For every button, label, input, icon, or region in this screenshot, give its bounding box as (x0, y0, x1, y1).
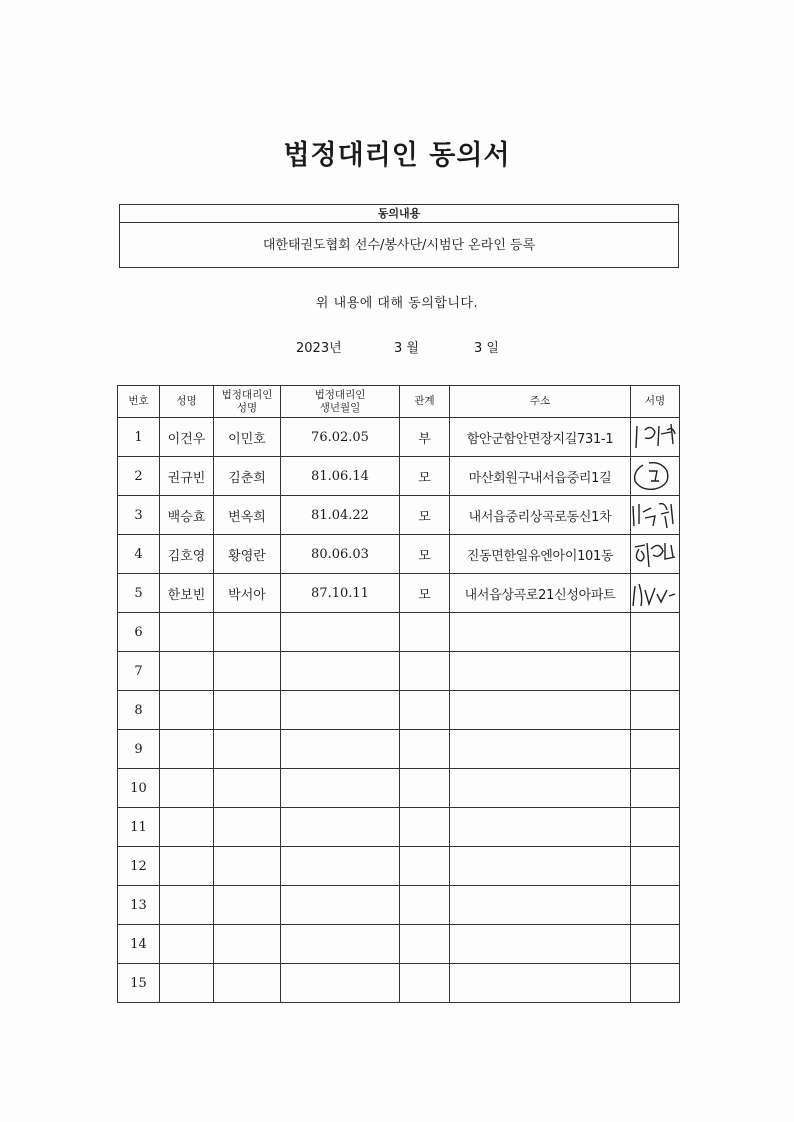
cell-signature (631, 652, 680, 691)
cell-relation: 모 (400, 457, 450, 496)
cell-guardian-name (214, 847, 281, 886)
cell-no: 9 (118, 730, 160, 769)
cell-guardian-birth (281, 964, 400, 1003)
cell-relation: 모 (400, 574, 450, 613)
cell-address: 내서읍중리상곡로동신1차 (450, 496, 631, 535)
cell-relation (400, 730, 450, 769)
cell-no: 2 (118, 457, 160, 496)
table-row (118, 613, 680, 652)
table-row (118, 730, 680, 769)
cell-signature (631, 847, 680, 886)
cell-address (450, 730, 631, 769)
cell-relation: 모 (400, 535, 450, 574)
signature-mark (631, 459, 679, 493)
cell-name (160, 925, 214, 964)
guardian-table (117, 385, 680, 1003)
cell-guardian-birth (281, 730, 400, 769)
cell-signature (631, 691, 680, 730)
cell-address: 함안군함안면장지길731-1 (450, 418, 631, 457)
table-row (118, 691, 680, 730)
cell-name (160, 730, 214, 769)
cell-guardian-name (214, 769, 281, 808)
cell-guardian-birth (281, 652, 400, 691)
cell-guardian-name: 박서아 (214, 574, 281, 613)
cell-signature (631, 964, 680, 1003)
cell-name (160, 886, 214, 925)
cell-address (450, 886, 631, 925)
cell-guardian-name: 변옥희 (214, 496, 281, 535)
cell-relation (400, 847, 450, 886)
cell-no: 8 (118, 691, 160, 730)
cell-no: 7 (118, 652, 160, 691)
cell-guardian-name: 이민호 (214, 418, 281, 457)
signature-mark (631, 498, 679, 532)
cell-no: 3 (118, 496, 160, 535)
cell-guardian-name (214, 691, 281, 730)
cell-name: 한보빈 (160, 574, 214, 613)
cell-name (160, 652, 214, 691)
table-row (118, 769, 680, 808)
cell-no: 12 (118, 847, 160, 886)
consent-content: 대한태권도협회 선수/봉사단/시범단 온라인 등록 (262, 238, 536, 253)
cell-signature (631, 613, 680, 652)
table-row (118, 496, 680, 535)
cell-address: 진동면한일유엔아이101동 (450, 535, 631, 574)
cell-no: 5 (118, 574, 160, 613)
cell-signature (631, 886, 680, 925)
cell-guardian-birth: 81.04.22 (281, 496, 400, 535)
table-row (118, 574, 680, 613)
cell-guardian-birth: 80.06.03 (281, 535, 400, 574)
cell-name (160, 769, 214, 808)
cell-relation (400, 769, 450, 808)
table-row (118, 964, 680, 1003)
cell-guardian-name (214, 808, 281, 847)
cell-guardian-birth (281, 691, 400, 730)
cell-signature (631, 808, 680, 847)
cell-guardian-birth (281, 847, 400, 886)
header-signature: 서명 (631, 386, 680, 418)
cell-no: 14 (118, 925, 160, 964)
header-guardian-name: 법정대리인 성명 (214, 386, 281, 418)
cell-relation (400, 925, 450, 964)
cell-address (450, 613, 631, 652)
cell-relation: 부 (400, 418, 450, 457)
cell-signature (631, 418, 680, 457)
date-year: 2023년 (296, 341, 342, 356)
cell-relation (400, 808, 450, 847)
page-title: 법정대리인 동의서 (283, 140, 511, 171)
cell-guardian-name (214, 730, 281, 769)
cell-name (160, 808, 214, 847)
cell-guardian-name: 황영란 (214, 535, 281, 574)
cell-no: 1 (118, 418, 160, 457)
cell-name: 이건우 (160, 418, 214, 457)
cell-name (160, 847, 214, 886)
cell-address: 마산회원구내서읍중리1길 (450, 457, 631, 496)
cell-address (450, 691, 631, 730)
date-day: 3 일 (474, 341, 499, 356)
cell-address (450, 769, 631, 808)
cell-no: 10 (118, 769, 160, 808)
cell-name: 권규빈 (160, 457, 214, 496)
consent-box (119, 204, 679, 268)
cell-address (450, 652, 631, 691)
cell-guardian-birth (281, 886, 400, 925)
cell-signature (631, 769, 680, 808)
header-address: 주소 (450, 386, 631, 418)
table-row (118, 886, 680, 925)
cell-no: 15 (118, 964, 160, 1003)
cell-signature (631, 496, 680, 535)
signature-mark (631, 537, 679, 571)
date-month: 3 월 (394, 341, 419, 356)
cell-address (450, 964, 631, 1003)
cell-signature (631, 925, 680, 964)
cell-signature (631, 535, 680, 574)
cell-relation (400, 964, 450, 1003)
cell-signature (631, 457, 680, 496)
cell-no: 11 (118, 808, 160, 847)
cell-guardian-name (214, 613, 281, 652)
cell-guardian-birth (281, 613, 400, 652)
cell-guardian-birth (281, 925, 400, 964)
cell-signature (631, 574, 680, 613)
header-no: 번호 (118, 386, 160, 418)
cell-guardian-birth: 76.02.05 (281, 418, 400, 457)
header-relation: 관계 (400, 386, 450, 418)
cell-relation (400, 886, 450, 925)
cell-guardian-birth (281, 808, 400, 847)
cell-no: 6 (118, 613, 160, 652)
cell-signature (631, 730, 680, 769)
cell-guardian-birth: 81.06.14 (281, 457, 400, 496)
table-row (118, 418, 680, 457)
agreement-statement: 위 내용에 대해 동의합니다. (315, 296, 479, 311)
cell-name (160, 691, 214, 730)
table-row (118, 457, 680, 496)
cell-name (160, 613, 214, 652)
cell-guardian-birth: 87.10.11 (281, 574, 400, 613)
table-row (118, 847, 680, 886)
table-row (118, 535, 680, 574)
cell-no: 4 (118, 535, 160, 574)
signature-mark (631, 420, 679, 454)
table-header-row (118, 386, 680, 418)
header-guardian-birth: 법정대리인 생년월일 (281, 386, 400, 418)
cell-no: 13 (118, 886, 160, 925)
cell-name: 백승효 (160, 496, 214, 535)
table-row (118, 808, 680, 847)
cell-guardian-name (214, 964, 281, 1003)
cell-relation (400, 613, 450, 652)
cell-address (450, 925, 631, 964)
header-name: 성명 (160, 386, 214, 418)
cell-name: 김호영 (160, 535, 214, 574)
cell-guardian-birth (281, 769, 400, 808)
cell-guardian-name (214, 886, 281, 925)
table-row (118, 925, 680, 964)
cell-guardian-name (214, 925, 281, 964)
cell-relation: 모 (400, 496, 450, 535)
table-row (118, 652, 680, 691)
cell-address (450, 847, 631, 886)
cell-name (160, 964, 214, 1003)
cell-address: 내서읍상곡로21신성아파트 (450, 574, 631, 613)
cell-relation (400, 691, 450, 730)
cell-guardian-name (214, 652, 281, 691)
cell-guardian-name: 김춘희 (214, 457, 281, 496)
consent-header: 동의내용 (120, 205, 678, 223)
signature-mark (631, 576, 679, 610)
cell-relation (400, 652, 450, 691)
cell-address (450, 808, 631, 847)
